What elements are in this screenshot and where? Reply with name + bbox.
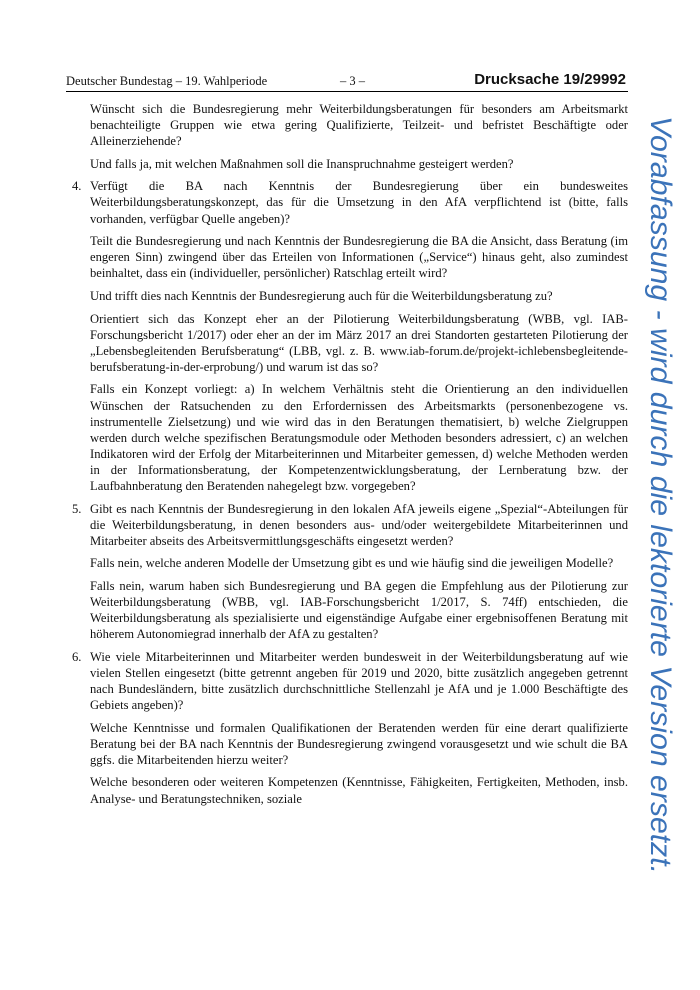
question-5-paragraph-2: Falls nein, welche anderen Modelle der Umsetzung gibt es und wie häufig sind die jeweiligen Modelle? [90,556,614,571]
draft-watermark-text: Vorabfassung - wird durch die lektorierte Version ersetzt. [644,116,677,870]
question-5-number: 5. [72,501,82,516]
question-4-number: 4. [72,179,82,194]
header-document-number [474,71,626,88]
intro-paragraph-2: Und falls ja, mit welchen Maßnahmen soll die Inanspruchnahme gesteigert werden? [90,156,514,171]
question-5 [72,501,628,643]
question-4-paragraph-3: Und trifft dies nach Kenntnis der Bundesregierung auch für die Weiterbildungsberatung zu? [90,288,553,303]
page-header [66,70,626,92]
question-4-paragraph-5: Falls ein Konzept vorliegt: a) In welchem Verhältnis steht die Orientierung an den individuellen Wünschen der Ratsuchenden zu den Erfordernissen des Arbeitsmarkts (personenbezogene vs. instrumentelle Zielsetzung) und wie wird das in den Beratungen thematisiert, b) welche Zielgruppen werden durch welche spezifischen Beratungsmodule oder Methoden besonders adressiert, c) an welchen Indikatoren wird der Erfolg der Mitarbeiterinnen und Mitarbeiter gemessen, d) welche Methoden werden in der Informationsberatung, der Kompetenzentwicklungsberatung, der Lernberatung bzw. der Laufbahnberatung den Beratenden nahegelegt bzw. vorgegeben? [90,382,628,493]
question-4-paragraph-2: Teilt die Bundesregierung und nach Kenntnis der Bundesregierung die BA die Ansicht, dass Beratung (im engeren Sinn) zwingend über das Erteilen von Informationen („Service“) hinaus geht, also zumindest beinhaltet, dass ein (individueller, persönlicher) Ratschlag erteilt wird? [90,234,628,281]
question-5-paragraph-3: Falls nein, warum haben sich Bundesregierung und BA gegen die Empfehlung aus der Pilotierung zur Weiterbildungsberatung (WBB, vgl. IAB-Forschungsbericht 1/2017, S. 74ff) entschieden, die Weiterbildungsberatung als spezialisierte und eigenständige Aufgabe einer ergebnisoffenen Beratung mit höherem Autonomiegrad innerhalb der AfA zu gestalten? [90,578,628,642]
question-4-paragraph-4: Orientiert sich das Konzept eher an der Pilotierung Weiterbildungsberatung (WBB, vgl. IAB-Forschungsbericht 1/2017) oder eher an der im März 2017 an drei Standorten gestarteten Pilotierung der „Lebensbegleitenden Berufsberatung“ (LBB, vgl. z. B. www.iab-forum.de/projekt-ichlebensbegleitende-berufsberatung-in-der-erprobung/) und warum ist das so? [90,311,628,374]
document-body [72,101,628,813]
header-parliament-period: Deutscher Bundestag – 19. Wahlperiode [66,74,268,88]
question-5-paragraph-1: Gibt es nach Kenntnis der Bundesregierung in den lokalen AfA jeweils eigene „Spezial“-Abteilungen für die Weiterbildungsberatung, in denen besonders aus- und/oder weitergebildete Mitarbeiterinnen und Mitarbeiter abseits des Arbeitsvermittlungsgeschäfts eingesetzt werden? [90,501,628,548]
question-6-number: 6. [72,649,82,664]
question-6 [72,649,628,807]
question-4 [72,178,628,494]
question-6-paragraph-3: Welche besonderen oder weiteren Kompetenzen (Kenntnisse, Fähigkeiten, Fertigkeiten, Methoden, insb. Analyse- und Beratungstechniken, soziale [90,775,628,806]
question-6-paragraph-1: Wie viele Mitarbeiterinnen und Mitarbeiter werden bundesweit in der Weiterbildungsberatung auf wie vielen Stellen eingesetzt (bitte getrennt angeben für 2019 und 2020, bitte zusätzlich angegeben getrennt nach Bundesländern, bitte zusätzlich durchschnittliche Stellenzahl je AfA und je 1.000 Beschäftigte des Gebiets angeben)? [90,649,628,713]
header-page-number: – 3 – [340,74,365,88]
header-drucksache-label: Drucksache 19/ [474,71,585,88]
question-4-paragraph-1: Verfügt die BA nach Kenntnis der Bundesregierung über ein bundesweites Weiterbildungsberatungskonzept, das für die Umsetzung in den AfA verpflichtend ist (bitte, falls vorhanden, verfügbar Quelle angeben)? [90,179,628,226]
header-rule [66,91,628,92]
header-drucksache-number: 29992 [584,71,626,88]
intro-paragraph-1: Wünscht sich die Bundesregierung mehr Weiterbildungsberatungen für besonders am Arbeitsmarkt benachteiligte Gruppen wie etwa gering Qualifizierte, Teilzeit- und befristet Beschäftigte oder Alleinerziehende? [90,102,628,149]
question-6-paragraph-2: Welche Kenntnisse und formalen Qualifikationen der Beratenden werden für eine derart qualifizierte Beratung bei der BA nach Kenntnis der Bundesregierung zwingend vorausgesetzt und wie schult die BA ggfs. die Mitarbeitenden hierzu weiter? [90,720,628,767]
